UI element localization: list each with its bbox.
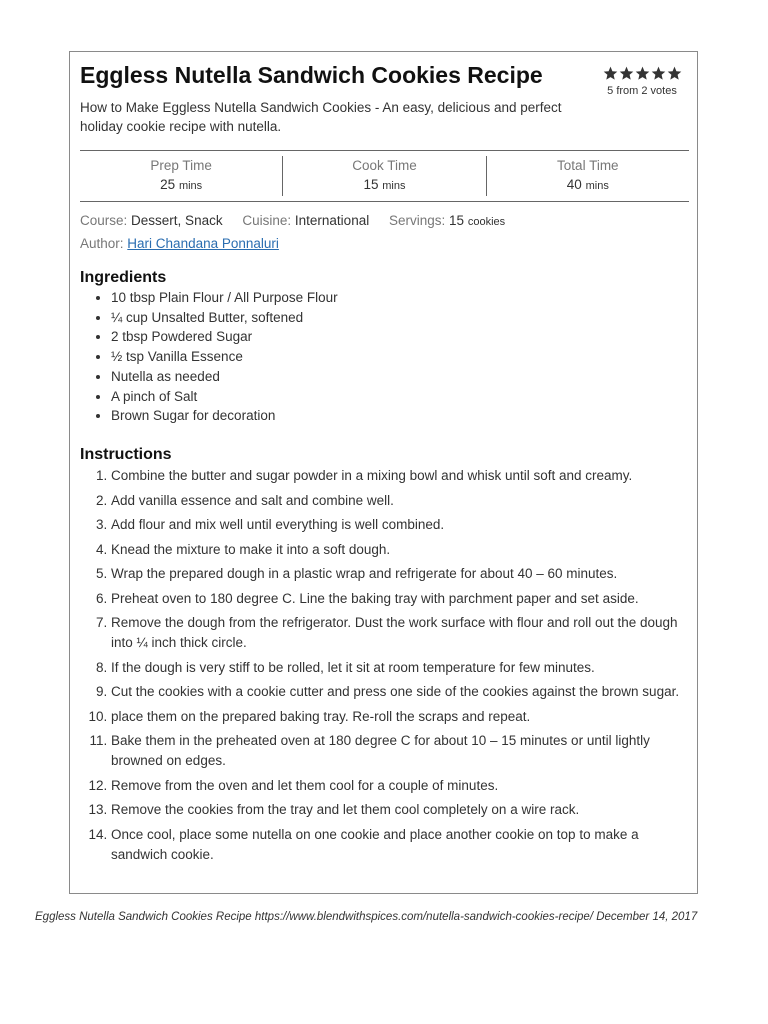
prep-time-number: 25 [160,177,176,192]
ingredient-item: • ¼ cup Unsalted Butter, softened [111,308,671,328]
instruction-step: 13. Remove the cookies from the tray and let them cool completely on a wire rack. [111,800,696,820]
servings-unit: cookies [467,216,506,228]
ingredient-item: • A pinch of Salt [111,387,671,407]
ingredients-heading: Ingredients [80,269,167,286]
cook-time-number: 15 [363,177,379,192]
star-icon[interactable] [603,66,618,81]
star-icon[interactable] [667,66,682,81]
total-time [486,156,689,196]
recipe-summary: How to Make Eggless Nutella Sandwich Cookies - An easy, delicious and perfect holiday cookie recipe with nutella. [80,100,562,134]
total-time-unit: mins [585,180,609,192]
servings [389,213,505,228]
author-label: Author: [80,236,124,251]
prep-time-label: Prep Time [150,158,212,173]
prep-time-value [80,175,282,196]
cook-time-label: Cook Time [352,158,417,173]
instruction-step: 7. Remove the dough from the refrigerator. Dust the work surface with flour and roll out the dough into ¼ inch thick circle. [111,613,696,653]
instruction-step: 4. Knead the mixture to make it into a soft dough. [111,540,696,560]
ingredients-list [80,288,671,426]
instructions-list [80,466,696,869]
instruction-step: 1. Combine the butter and sugar powder in a mixing bowl and whisk until soft and creamy. [111,466,696,486]
instruction-step: 5. Wrap the prepared dough in a plastic wrap and refrigerate for about 40 – 60 minutes. [111,564,696,584]
servings-label: Servings: [388,213,446,228]
ingredient-item: • 10 tbsp Plain Flour / All Purpose Flour [111,288,671,308]
instruction-step: 6. Preheat oven to 180 degree C. Line the baking tray with parchment paper and set aside. [111,589,696,609]
ingredient-item: • ½ tsp Vanilla Essence [111,347,671,367]
instruction-step: 2. Add vanilla essence and salt and combine well. [111,491,696,511]
cuisine-value: International [294,213,370,228]
meta-row [80,210,521,233]
star-icon[interactable] [619,66,634,81]
recipe-meta [80,210,521,254]
ingredient-item: • 2 tbsp Powdered Sugar [111,327,671,347]
author-row [80,233,521,254]
servings-value: 15 [449,213,465,228]
instruction-step: 8. If the dough is very stiff to be rolled, let it sit at room temperature for few minutes. [111,658,696,678]
recipe-times [80,150,689,202]
instruction-step: 9. Cut the cookies with a cookie cutter and press one side of the cookies against the brown sugar. [111,682,696,702]
cook-time-unit: mins [382,180,406,192]
instruction-step: 14. Once cool, place some nutella on one cookie and place another cookie on top to make a sandwich cookie. [111,825,696,865]
recipe-card [69,51,698,894]
course-value: Dessert, Snack [131,213,223,228]
recipe-title: Eggless Nutella Sandwich Cookies Recipe [80,62,543,88]
total-time-number: 40 [566,177,582,192]
print-footer: Eggless Nutella Sandwich Cookies Recipe https://www.blendwithspices.com/nutella-sandwich-cookies-recipe/ December 14, 2017 [35,911,698,923]
total-time-value [487,175,689,196]
cuisine [242,213,369,228]
prep-time-unit: mins [178,180,203,192]
instructions-heading: Instructions [80,446,172,463]
total-time-label: Total Time [557,158,619,173]
ingredient-item: • Brown Sugar for decoration [111,406,671,426]
instruction-step: 12. Remove from the oven and let them cool for a couple of minutes. [111,776,696,796]
course [80,213,223,228]
rating-votes: 5 from 2 votes [607,85,677,97]
ingredient-item: • Nutella as needed [111,367,671,387]
instruction-step: 11. Bake them in the preheated oven at 180 degree C for about 10 – 15 minutes or until lightly browned on edges. [111,731,696,771]
cuisine-label: Cuisine: [242,213,292,228]
star-icon[interactable] [635,66,650,81]
rating-stars[interactable] [597,66,687,81]
course-label: Course: [80,213,128,228]
instruction-step: 10. place them on the prepared baking tray. Re-roll the scraps and repeat. [111,707,696,727]
instruction-step: 3. Add flour and mix well until everything is well combined. [111,515,696,535]
cook-time-value [283,175,485,196]
author-link[interactable]: Hari Chandana Ponnaluri [127,236,279,251]
star-icon[interactable] [651,66,666,81]
cook-time [282,156,485,196]
prep-time [80,151,282,201]
recipe-rating[interactable] [597,66,687,97]
